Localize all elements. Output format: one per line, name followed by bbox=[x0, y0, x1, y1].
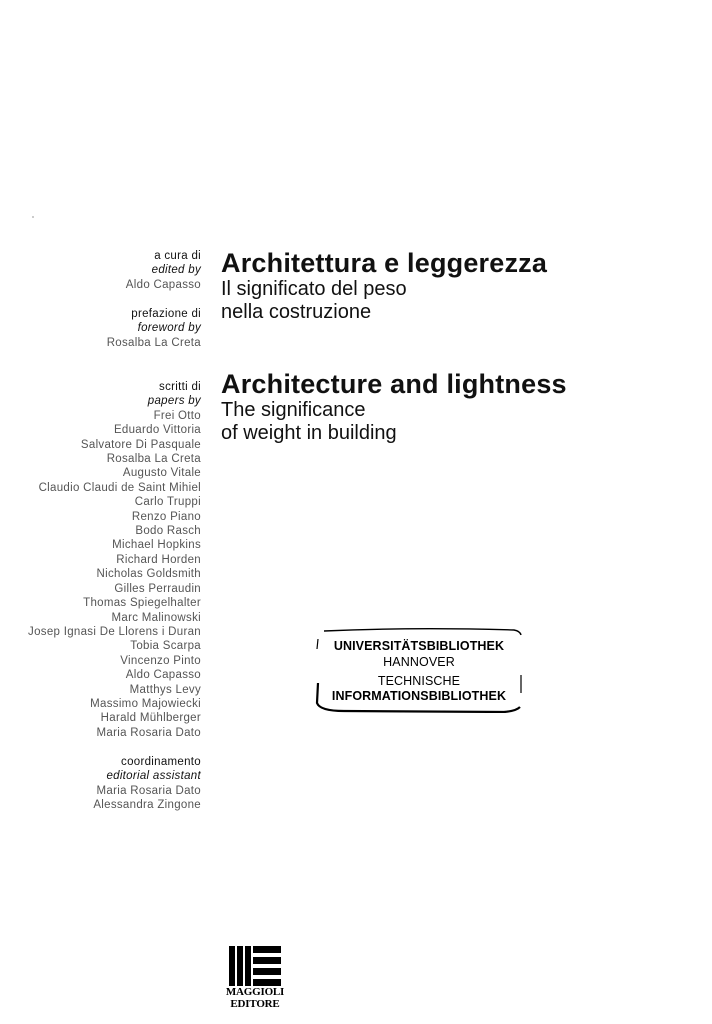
contributor-name: Tobia Scarpa bbox=[130, 640, 201, 653]
book-subtitle-english-line2: of weight in building bbox=[221, 422, 397, 444]
role-label-en: papers by bbox=[147, 395, 201, 408]
contributor-name: Thomas Spiegelhalter bbox=[83, 597, 201, 610]
credits-coordination bbox=[0, 755, 201, 813]
stamp-text-line4: INFORMATIONSBIBLIOTHEK bbox=[331, 689, 507, 703]
role-label-it: scritti di bbox=[159, 381, 201, 393]
contributor-name: Bodo Rasch bbox=[135, 525, 201, 538]
contributor-name: Matthys Levy bbox=[129, 683, 201, 696]
contributor-name: Josep Ignasi De Llorens i Duran bbox=[28, 625, 201, 638]
contributor-name: Harald Mühlberger bbox=[100, 712, 201, 725]
contributor-name: Aldo Capasso bbox=[125, 278, 201, 291]
contributor-name: Gilles Perraudin bbox=[114, 582, 201, 595]
stamp-text-line1: UNIVERSITÄTSBIBLIOTHEK bbox=[333, 639, 505, 653]
role-label-en: edited by bbox=[151, 264, 201, 277]
contributor-name: Carlo Truppi bbox=[134, 496, 201, 509]
book-subtitle-italian-line1: Il significato del peso bbox=[221, 278, 407, 300]
contributor-name: Vincenzo Pinto bbox=[120, 654, 201, 667]
credits-foreword bbox=[0, 307, 201, 350]
contributor-name: Nicholas Goldsmith bbox=[96, 568, 201, 581]
contributor-name: Rosalba La Creta bbox=[106, 453, 201, 466]
role-label-it: coordinamento bbox=[121, 756, 201, 768]
contributor-name: Maria Rosaria Dato bbox=[96, 726, 201, 739]
role-label-it: prefazione di bbox=[131, 308, 201, 320]
credits-papers bbox=[0, 380, 201, 740]
contributor-name: Eduardo Vittoria bbox=[113, 424, 201, 437]
publisher-mark bbox=[224, 946, 286, 1010]
contributor-name: Frei Otto bbox=[153, 409, 201, 422]
role-label-it: a cura di bbox=[154, 250, 201, 262]
scan-speck bbox=[32, 216, 34, 218]
contributor-name: Massimo Majowiecki bbox=[90, 697, 201, 710]
credits-editors bbox=[0, 249, 201, 292]
book-title-italian: Architettura e leggerezza bbox=[221, 248, 548, 278]
role-label-en: editorial assistant bbox=[106, 770, 201, 783]
book-title-english: Architecture and lightness bbox=[221, 369, 567, 399]
contributor-name: Michael Hopkins bbox=[112, 539, 201, 552]
contributor-name: Augusto Vitale bbox=[122, 467, 201, 480]
publisher-name: MAGGIOLI bbox=[225, 986, 285, 998]
maggioli-logo-icon bbox=[227, 946, 283, 986]
contributor-name: Claudio Claudi de Saint Mihiel bbox=[38, 481, 201, 494]
stamp-text-line2: HANNOVER bbox=[383, 655, 455, 669]
contributor-name: Rosalba La Creta bbox=[106, 336, 201, 349]
contributor-name: Salvatore Di Pasquale bbox=[80, 438, 201, 451]
publisher-subtitle: EDITORE bbox=[230, 998, 280, 1010]
contributor-name: Alessandra Zingone bbox=[93, 799, 201, 812]
contributor-name: Renzo Piano bbox=[131, 510, 201, 523]
contributor-name: Richard Horden bbox=[116, 553, 201, 566]
stamp-text-line3: TECHNISCHE bbox=[377, 674, 461, 688]
role-label-en: foreword by bbox=[137, 322, 201, 335]
book-subtitle-italian-line2: nella costruzione bbox=[221, 301, 372, 323]
title-block-english bbox=[221, 369, 567, 445]
title-block-italian bbox=[221, 248, 547, 324]
library-stamp bbox=[314, 625, 524, 713]
contributor-name: Maria Rosaria Dato bbox=[96, 784, 201, 797]
book-subtitle-english-line1: The significance bbox=[221, 399, 366, 421]
contributor-name: Marc Malinowski bbox=[111, 611, 201, 624]
contributor-name: Aldo Capasso bbox=[125, 669, 201, 682]
